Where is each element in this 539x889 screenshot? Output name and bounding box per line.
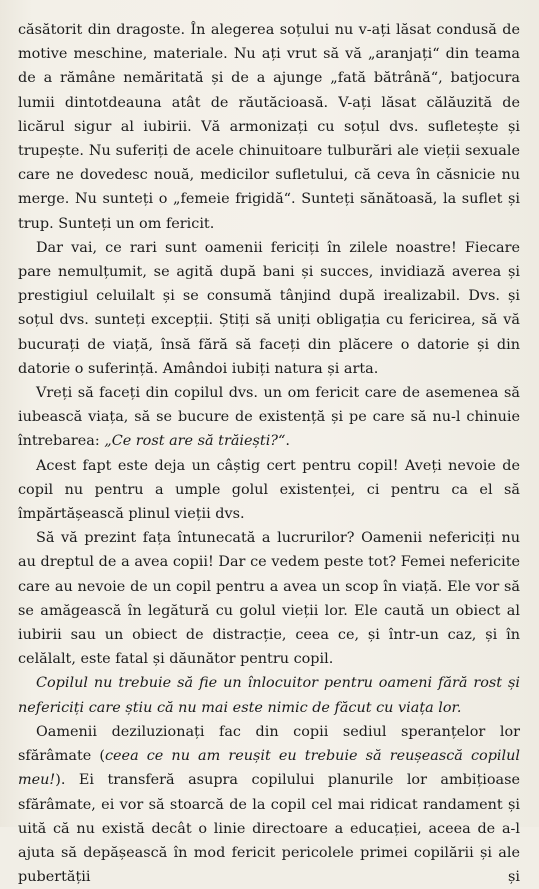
paragraph-7-italic: ceea ce nu am reușit eu trebuie să reușească copilul meu! xyxy=(18,748,520,789)
paragraph-5 xyxy=(18,526,520,671)
paragraph-6-text: Copilul nu trebuie să fie un înlocuitor pentru oameni fără rost și nefericiți care știu că nu mai este nimic de făcut cu viața lor. xyxy=(18,675,520,716)
paragraph-7-text-a: Oamenii deziluzionați fac din copii sediul speranțelor lor sfărâmate ( xyxy=(18,723,520,765)
paragraph-6 xyxy=(18,671,520,719)
paragraph-3-text-a: Vreți să faceți din copilul dvs. un om fericit care de asemenea să iubească viața, să se bucure de existență și pe care să nu-l chinuie întrebarea: xyxy=(18,385,520,450)
paragraph-2-text: Dar vai, ce rari sunt oamenii fericiți în zilele noastre! Fiecare pare nemulțumit, se agită după bani și succes, invidiază averea și prestigiul celuilalt și se consumă tânjind după irealizabil. Dvs. și soțul dvs. sunteți excepții. Știți să uniți obligația cu fericirea, să vă bucurați de viață, însă fără să faceți din plăcere o datorie și din datorie o suferință. Amândoi iubiți natura și arta. xyxy=(18,239,520,377)
paragraph-1 xyxy=(18,18,520,236)
page-body-text xyxy=(18,18,520,889)
paragraph-3-text-b: . xyxy=(285,433,290,450)
paragraph-2 xyxy=(18,236,520,381)
paragraph-4-text: Acest fapt este deja un câștig cert pentru copil! Aveți nevoie de copil nu pentru a umple golul existenței, ci pentru ca el să împărtășească plinul vieții dvs. xyxy=(18,457,520,523)
paragraph-5-text: Să vă prezint fața întunecată a lucrurilor? Oamenii nefericiți nu au dreptul de a avea copii! Dar ce vedem peste tot? Femei nefericite care au nevoie de un copil pentru a avea un scop în viață. Ele vor să se amăgească în legătură cu golul vieții lor. Ele caută un obiect al iubirii sau un obiect de distracție, ceea ce, și într-un caz, și în celălalt, este fatal și dăunător pentru copil. xyxy=(18,530,520,668)
paragraph-7 xyxy=(18,720,520,889)
paragraph-3-quote: „Ce rost are să trăiești?“ xyxy=(104,433,286,450)
paragraph-3 xyxy=(18,381,520,454)
paragraph-1-text: căsătorit din dragoste. În alegerea soțului nu v-ați lăsat condusă de motive meschine, materiale. Nu ați vrut să vă „aranjați“ din teama de a rămâne nemăritată și de a ajunge „fată bătrână“, batjocura lumii dintotdeauna atât de răutăcioasă. V-ați lăsat călăuzită de licărul sigur al iubirii. Vă armonizați cu soțul dvs. sufletește și trupește. Nu suferiți de acele chinuitoare tulburări ale vieții sexuale care ne dovedesc nouă, medicilor sufletului, că ceva în căsnicie nu merge. Nu sunteți o „femeie frigidă“. Sunteți sănătoasă, la suflet și trup. Sunteți un om fericit. xyxy=(18,22,520,232)
paragraph-7-text-b: ). Ei transferă asupra copilului planurile lor ambițioase sfărâmate, ei vor să stoarcă de la copil cel mai ridicat randament și uită că nu există decât o linie directoare a educației, aceea de a-l ajuta să depășească în mod fericit pericolele primei copilării și ale pubertății și xyxy=(18,772,520,886)
paragraph-4 xyxy=(18,454,520,527)
